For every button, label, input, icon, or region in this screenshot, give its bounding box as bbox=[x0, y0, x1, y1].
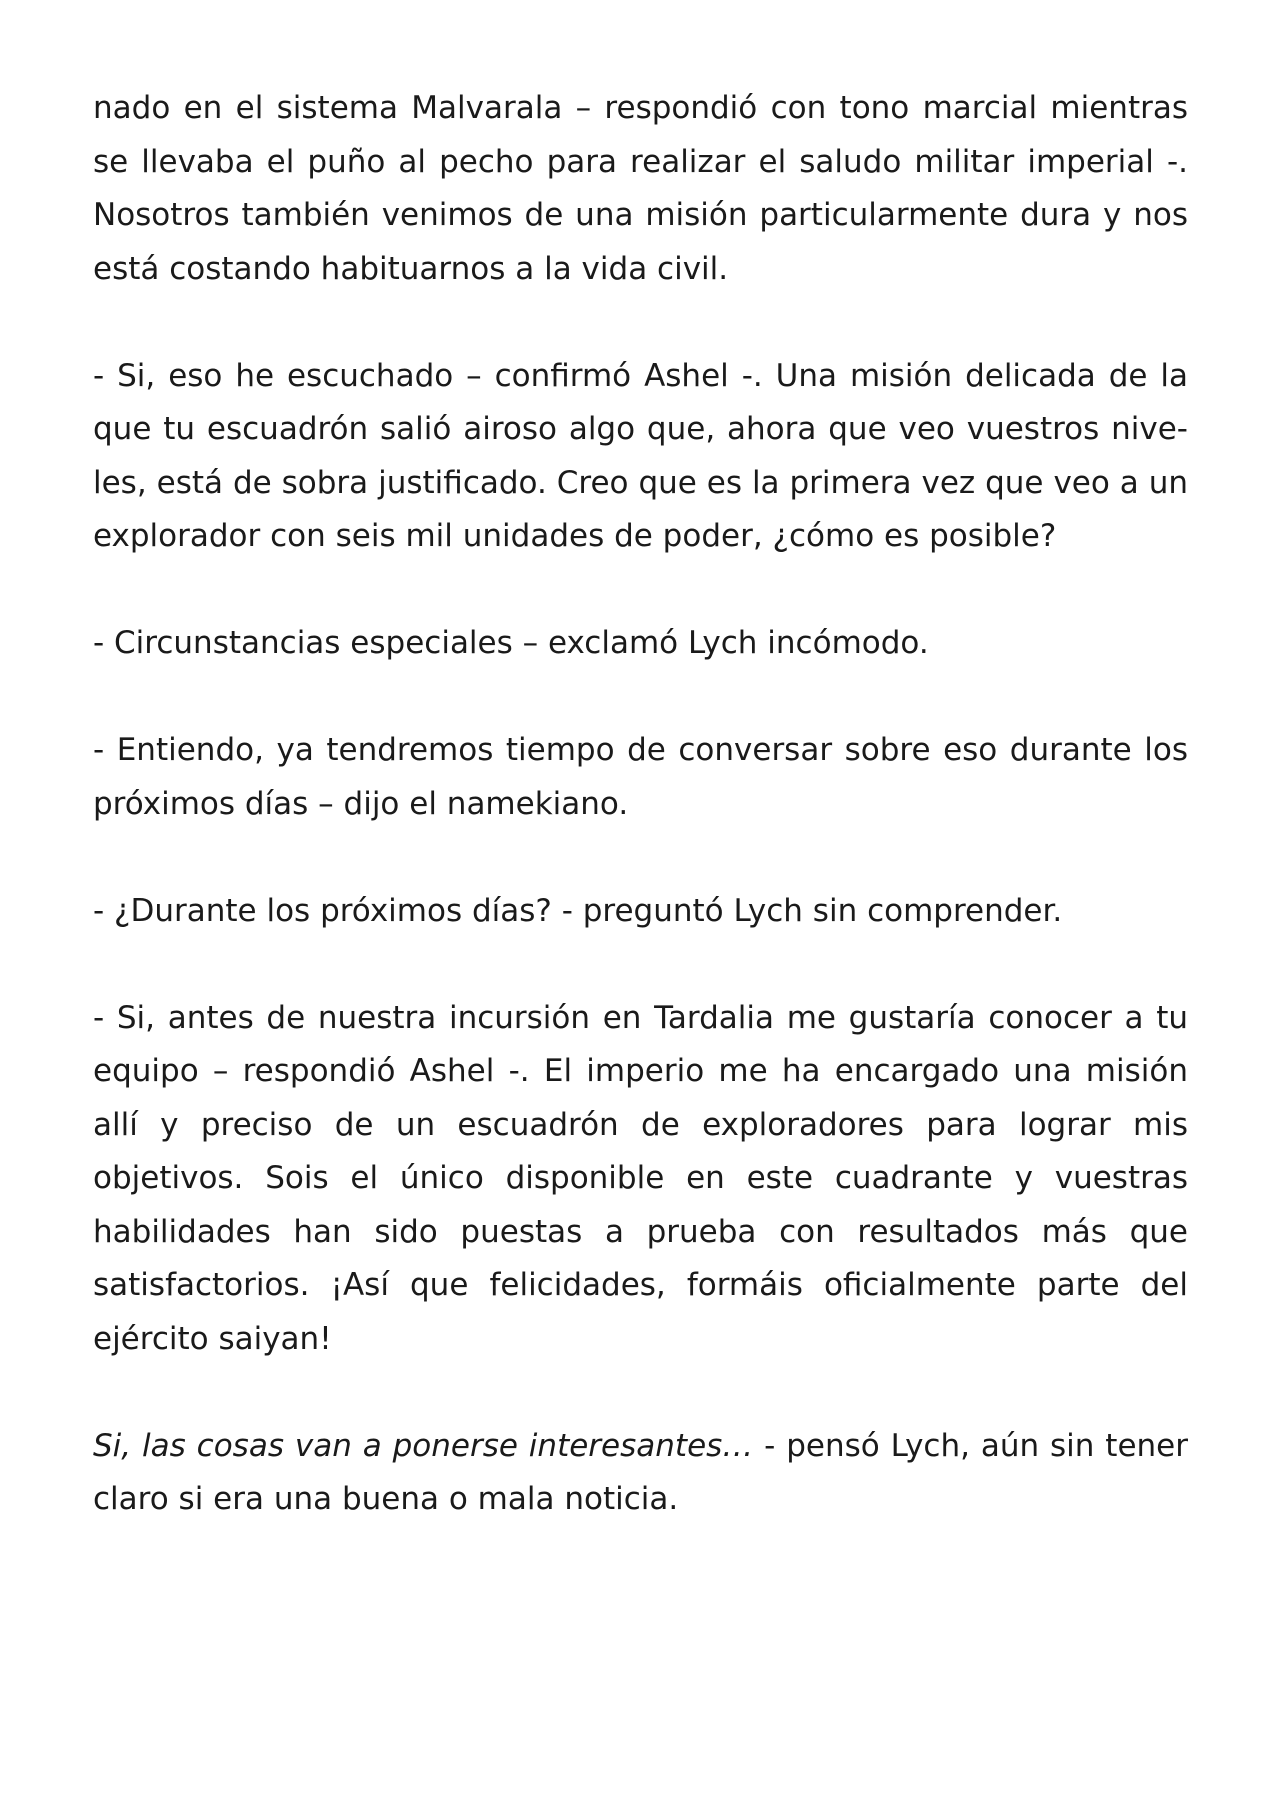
paragraph-1: nado en el sistema Malvarala – respondió con tono marcial mientras se llevaba el puño al pecho para realizar el saludo militar imperial -. Nosotros también venimos de una misión particularmente dura y nos está costando habituarnos a la vida civil. bbox=[93, 90, 1188, 287]
thought-narration: - pensó Lych, aún sin tener claro si era una buena o mala noticia. bbox=[93, 1427, 1188, 1517]
paragraph-2: - Si, eso he escuchado – confirmó Ashel -. Una misión delicada de la que tu escuadrón salió airoso algo que, ahora que veo vuestros nive-les, está de sobra justificado. Creo que es la primera vez que veo a un explorador con seis mil unidades de poder, ¿cómo es posible? bbox=[93, 357, 1188, 554]
document-page bbox=[93, 82, 1188, 1527]
paragraph-3: - Circunstancias especiales – exclamó Lych incómodo. bbox=[93, 625, 929, 661]
paragraph-6: - Si, antes de nuestra incursión en Tardalia me gustaría conocer a tu equipo – respondió Ashel -. El imperio me ha encargado una misión allí y preciso de un escuadrón de exploradores para lograr mis objetivos. Sois el único disponible en este cuadrante y vuestras habilidades han sido puestas a prueba con resultados más que satisfactorios. ¡Así que felicidades, formáis oficialmente parte del ejército saiyan! bbox=[93, 999, 1188, 1357]
paragraph-4: - Entiendo, ya tendremos tiempo de conversar sobre eso durante los próximos días – dijo el namekiano. bbox=[93, 732, 1188, 822]
paragraph-5: - ¿Durante los próximos días? - preguntó Lych sin comprender. bbox=[93, 892, 1063, 929]
paragraph-7 bbox=[93, 1420, 1188, 1527]
thought-text: Si, las cosas van a ponerse interesantes… bbox=[93, 1427, 754, 1464]
